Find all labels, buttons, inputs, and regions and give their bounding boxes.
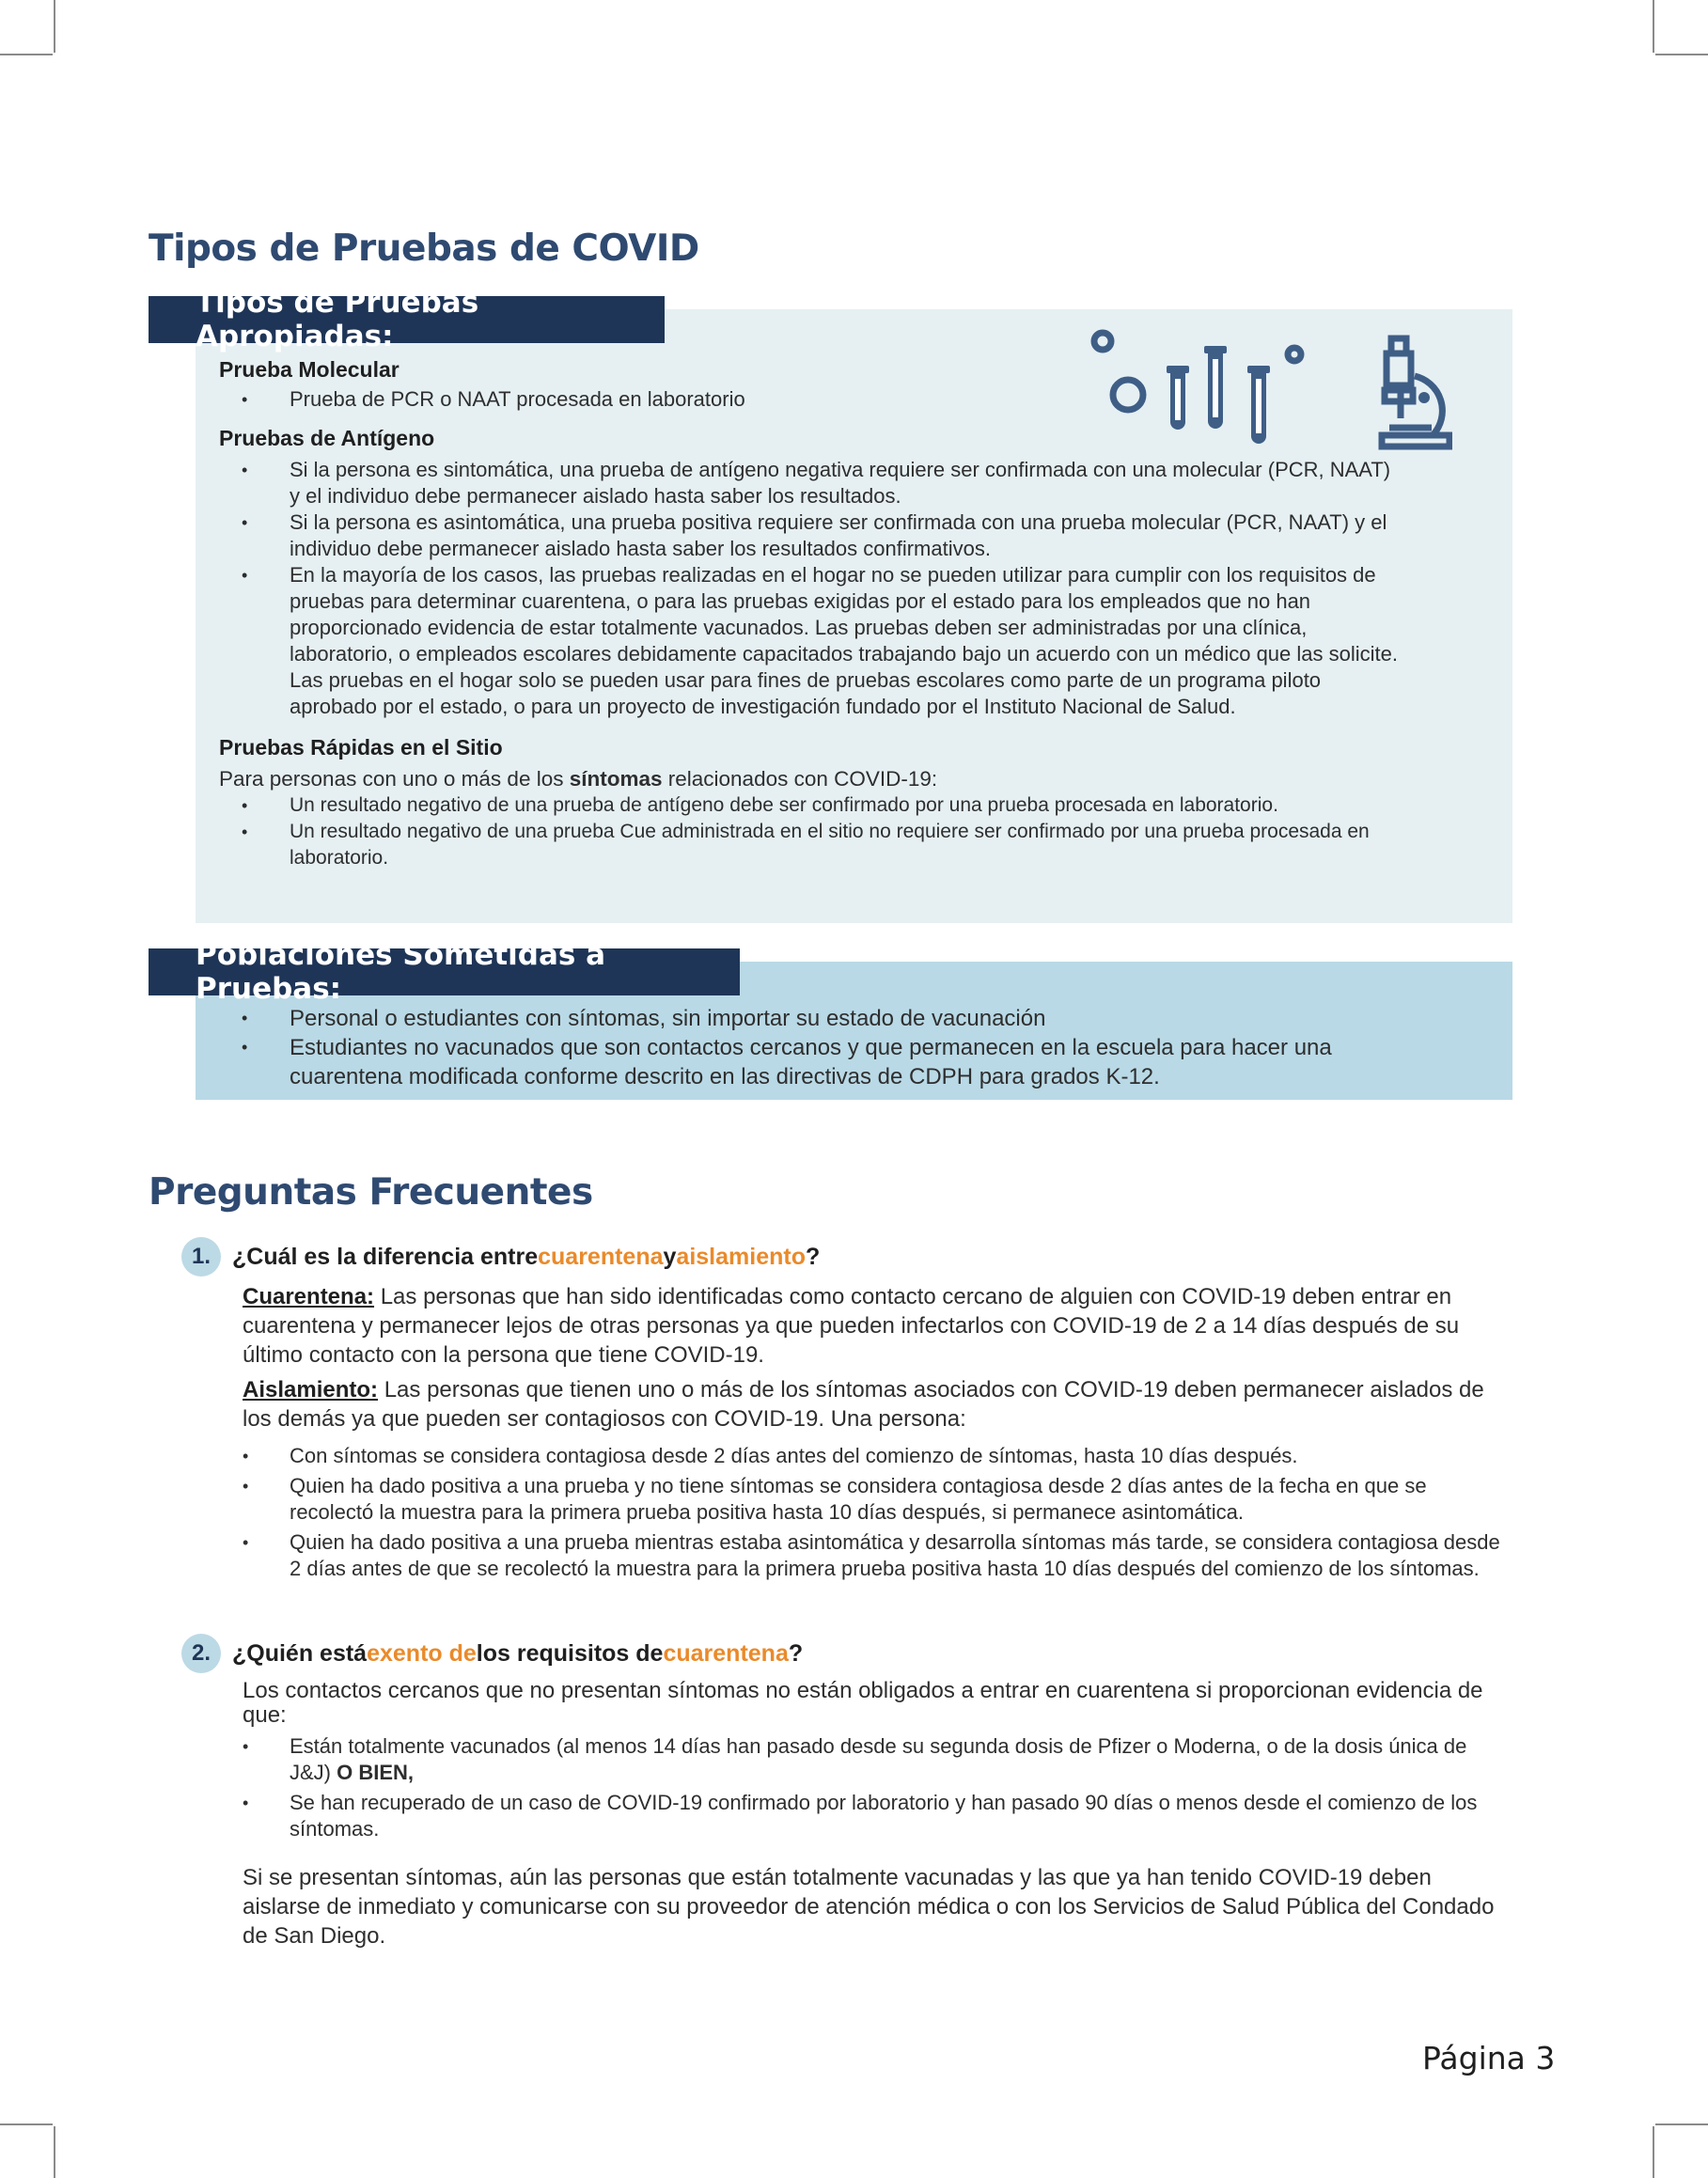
antigen-heading: Pruebas de Antígeno: [219, 426, 435, 450]
isolation-list: [243, 1443, 1502, 1582]
exemption-list: [243, 1733, 1502, 1842]
list-item: • Si la persona es sintomática, una prueba de antígeno negativa requiere ser confirmada con una molecular (PCR, NAAT) y el individuo debe permanecer aislado hasta saber los resultados.: [219, 457, 1403, 509]
rapid-list: [219, 792, 1403, 871]
section-title: Tipos de Pruebas de COVID: [149, 227, 699, 270]
faq-question-1: 1. ¿Cuál es la diferencia entre cuarentena y aislamiento ?: [181, 1237, 820, 1277]
crop-mark-bottom-right-v: [1653, 2126, 1654, 2178]
appropriate-tests-tab: Tipos de Pruebas Apropiadas:: [149, 296, 665, 343]
list-item: • Estudiantes no vacunados que son contactos cercanos y que permanecen en la escuela para hacer una cuarentena modificada conforme descrito en las directivas de CDPH para grados K-12.: [219, 1033, 1441, 1091]
page-number: Página 3: [1422, 2040, 1556, 2076]
crop-mark-top-left-v: [54, 0, 55, 53]
list-item: • Con síntomas se considera contagiosa desde 2 días antes del comienzo de síntomas, hasta 10 días después.: [243, 1443, 1502, 1469]
molecular-heading: Prueba Molecular: [219, 357, 400, 382]
exemption-intro: Los contactos cercanos que no presentan síntomas no están obligados a entrar en cuarentena si proporcionan evidencia de que:: [243, 1678, 1483, 1728]
list-item: • Quien ha dado positiva a una prueba mientras estaba asintomática y desarrolla síntomas más tarde, se considera contagiosa desde 2 días antes de que se recolectó la muestra para la primera prueba positiva hasta 10 días después del comienzo de los síntomas.: [243, 1529, 1502, 1582]
faq-question-2: 2. ¿Quién está exento de los requisitos de cuarentena ?: [181, 1634, 803, 1673]
crop-mark-bottom-left-h: [0, 2123, 53, 2125]
list-item: • Personal o estudiantes con síntomas, sin importar su estado de vacunación: [219, 1004, 1441, 1033]
crop-mark-bottom-right-h: [1655, 2123, 1708, 2125]
list-item: • Están totalmente vacunados (al menos 14 días han pasado desde su segunda dosis de Pfizer o Moderna, o de la dosis única de J&J) O BIEN,: [243, 1733, 1502, 1786]
isolation-definition: Aislamiento: Las personas que tienen uno o más de los síntomas asociados con COVID-19 deben permanecer aislados de los demás ya que pueden ser contagiosos con COVID-19. Una persona:: [243, 1377, 1484, 1432]
populations-list: [219, 1004, 1441, 1091]
rapid-intro: Para personas con uno o más de los síntomas relacionados con COVID-19:: [219, 767, 938, 791]
closing-note: Si se presentan síntomas, aún las personas que están totalmente vacunadas y las que ya han tenido COVID-19 deben aislarse de inmediato y comunicarse con su proveedor de atención médica o con los Servicios de Salud Pública del Condado de San Diego.: [243, 1865, 1495, 1949]
appropriate-tests-content: [219, 357, 1403, 871]
list-item: • Quien ha dado positiva a una prueba y no tiene síntomas se considera contagiosa desde 2 días antes de la fecha en que se recolectó la muestra para la primera prueba positiva hasta 10 días después, si permanece asintomática.: [243, 1473, 1502, 1526]
antigen-list: [219, 457, 1403, 720]
faq-answer-1: [243, 1282, 1502, 1586]
list-item: • Se han recuperado de un caso de COVID-19 confirmado por laboratorio y han pasado 90 días o menos desde el comienzo de los síntomas.: [243, 1790, 1502, 1842]
crop-mark-top-right-h: [1655, 54, 1708, 55]
list-item: • Un resultado negativo de una prueba Cue administrada en el sitio no requiere ser confirmado por una prueba procesada en laboratorio.: [219, 819, 1403, 871]
crop-mark-bottom-left-v: [54, 2126, 55, 2178]
question-number-badge: 1.: [181, 1237, 221, 1277]
crop-mark-top-left-h: [0, 54, 53, 55]
list-item: • Prueba de PCR o NAAT procesada en laboratorio: [219, 386, 1403, 413]
rapid-heading: Pruebas Rápidas en el Sitio: [219, 735, 503, 760]
list-item: • Un resultado negativo de una prueba de antígeno debe ser confirmado por una prueba procesada en laboratorio.: [219, 792, 1403, 819]
question-number-badge: 2.: [181, 1634, 221, 1673]
populations-tab: Poblaciones Sometidas a Pruebas:: [149, 948, 740, 995]
list-item: • Si la persona es asintomática, una prueba positiva requiere ser confirmada con una prueba molecular (PCR, NAAT) y el individuo debe permanecer aislado hasta saber los resultados confirmativos.: [219, 509, 1403, 562]
crop-mark-top-right-v: [1653, 0, 1654, 53]
faq-title: Preguntas Frecuentes: [149, 1171, 593, 1214]
quarantine-definition: Cuarentena: Las personas que han sido identificadas como contacto cercano de alguien con COVID-19 deben entrar en cuarentena y permanecer lejos de otras personas ya que pueden infectarlos con COVID-19 de 2 a 14 días después de su último contacto con la persona que tiene COVID-19.: [243, 1284, 1460, 1368]
molecular-list: [219, 386, 1403, 413]
list-item: • En la mayoría de los casos, las pruebas realizadas en el hogar no se pueden utilizar para cumplir con los requisitos de pruebas para determinar cuarentena, o para las pruebas exigidas por el estado para los empleados que no han proporcionado evidencia de estar totalmente vacunados. Las pruebas deben ser administradas por una clínica, laboratorio, o empleados escolares debidamente capacitados trabajando bajo un acuerdo con un médico que las solicite. Las pruebas en el hogar solo se pueden usar para fines de pruebas escolares como parte de un programa piloto aprobado por el estado, o para un proyecto de investigación fundado por el Instituto Nacional de Salud.: [219, 562, 1403, 720]
populations-content: [219, 1004, 1441, 1091]
faq-answer-2: [243, 1679, 1502, 1951]
